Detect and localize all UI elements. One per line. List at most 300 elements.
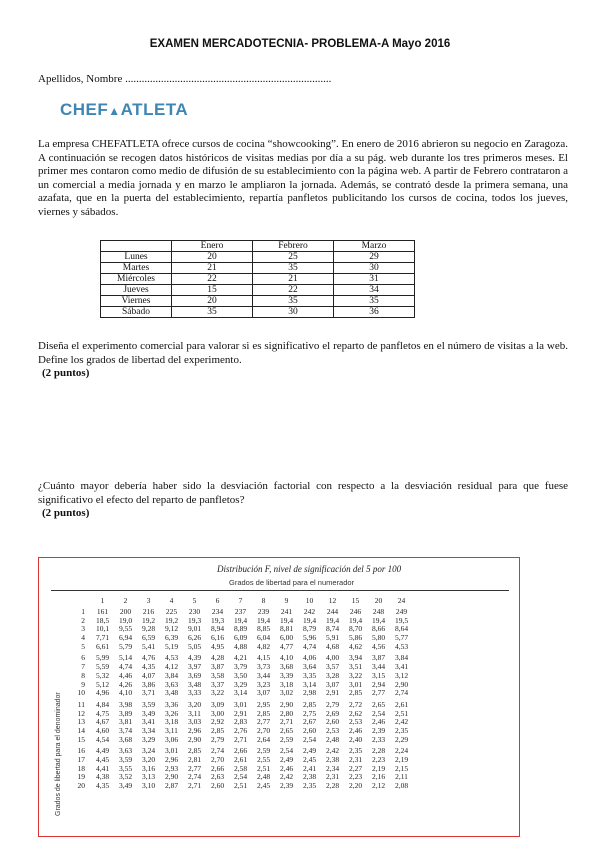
table-header-cell: Febrero (253, 241, 334, 252)
f-table-cell: 3,50 (233, 670, 248, 680)
value-cell: 35 (172, 307, 253, 318)
f-table-cell: 2,64 (256, 734, 271, 744)
f-table-cell: 2,79 (210, 734, 225, 744)
f-table-cell: 2,42 (279, 772, 294, 782)
f-table-cell: 4,49 (95, 746, 110, 756)
f-table-cell: 2,35 (394, 725, 409, 735)
f-table-cell: 4,74 (302, 641, 317, 651)
f-table-cell: 2,28 (371, 746, 386, 756)
f-table-cell: 244 (326, 607, 339, 616)
question-2-text: ¿Cuánto mayor debería haber sido la desviación factorial con respecto a la desviación residual para que fuese significativo el efecto del reparto de panfletos? (38, 480, 568, 506)
f-table-row-label: 7 (81, 662, 85, 672)
f-table-cell: 8,64 (394, 624, 409, 634)
f-table-cell: 2,80 (279, 708, 294, 718)
f-table-column-header: 9 (284, 596, 289, 605)
f-table-cell: 3,22 (348, 670, 363, 680)
page-title: EXAMEN MERCADOTECNIA- PROBLEMA-A Mayo 2016 (149, 38, 451, 50)
f-table-cell: 9,12 (164, 624, 179, 634)
f-table-cell: 2,20 (348, 781, 363, 791)
f-table-cell: 3,44 (371, 662, 386, 672)
f-table-cell: 9,55 (118, 624, 133, 634)
f-table-cell: 248 (372, 607, 385, 616)
f-table-cell: 2,46 (371, 717, 386, 727)
f-table-column-header: 8 (261, 596, 266, 605)
f-table-row-label: 18 (77, 763, 85, 773)
f-table-cell: 4,12 (164, 662, 179, 672)
f-table-cell: 2,79 (325, 699, 340, 709)
f-table-cell: 3,00 (210, 708, 225, 718)
f-table-cell: 3,59 (118, 755, 133, 764)
f-table-cell: 3,23 (256, 679, 271, 689)
table-header-cell: Enero (172, 241, 253, 252)
name-field-line: Apellidos, Nombre ........................................................................... (38, 73, 332, 85)
f-table-cell: 19,3 (187, 615, 202, 625)
f-table-row-label: 11 (77, 699, 85, 709)
f-table-cell: 4,74 (118, 662, 133, 672)
f-table-row-label: 12 (77, 708, 85, 718)
f-table-cell: 3,13 (141, 772, 156, 782)
f-table-cell: 225 (165, 607, 178, 616)
f-table-cell: 3,49 (118, 781, 133, 791)
table-header-cell: Marzo (334, 241, 415, 252)
f-table-cell: 242 (303, 607, 316, 616)
f-table-cell: 237 (234, 607, 247, 616)
f-table-cell: 4,56 (371, 641, 386, 651)
f-table-column-header: 3 (146, 596, 151, 605)
f-table-cell: 3,36 (164, 699, 179, 709)
f-table-cell: 2,49 (279, 755, 294, 764)
f-table-cell: 2,39 (371, 725, 386, 735)
f-table-cell: 3,74 (118, 725, 133, 735)
f-table-cell: 4,62 (348, 641, 363, 651)
f-table-cell: 4,82 (256, 641, 271, 651)
f-table-cell: 2,70 (210, 755, 225, 764)
question-2 (38, 480, 568, 521)
f-table-cell: 2,94 (371, 679, 386, 689)
f-table-cell: 3,84 (394, 653, 409, 663)
f-table-cell: 2,54 (371, 708, 386, 718)
value-cell: 20 (172, 296, 253, 307)
f-table-cell: 3,59 (141, 699, 156, 709)
f-table-cell: 2,23 (348, 772, 363, 782)
f-table-cell: 2,38 (325, 755, 340, 764)
f-table-cell: 2,85 (256, 708, 271, 718)
f-table-cell: 2,45 (302, 755, 317, 764)
f-table-subtitle: Grados de libertad para el numerador (229, 578, 355, 587)
f-table-cell: 4,38 (95, 772, 110, 782)
f-table-cell: 2,23 (371, 755, 386, 764)
f-table-cell: 19,4 (256, 615, 271, 625)
value-cell: 29 (334, 252, 415, 263)
f-table-cell: 4,75 (95, 708, 110, 718)
f-table-row-label: 14 (77, 725, 85, 735)
f-table-cell: 4,46 (118, 670, 133, 680)
f-table-cell: 3,33 (187, 688, 202, 698)
f-table-cell: 3,09 (210, 699, 225, 709)
f-table-cell: 3,55 (118, 763, 133, 773)
f-table-cell: 4,68 (325, 641, 340, 651)
f-table-cell: 19,4 (279, 615, 294, 625)
f-table-cell: 2,53 (348, 717, 363, 727)
f-table-divider (51, 590, 509, 591)
f-table-cell: 3,20 (187, 699, 202, 709)
f-table-cell: 19,4 (325, 615, 340, 625)
f-table-cell: 3,16 (141, 763, 156, 773)
f-table-cell: 3,29 (141, 734, 156, 744)
f-table-cell: 2,54 (279, 746, 294, 756)
f-table-cell: 249 (395, 607, 408, 616)
value-cell: 30 (334, 263, 415, 274)
question-2-points: (2 puntos) (42, 507, 90, 519)
f-table-cell: 19,5 (394, 615, 409, 625)
f-table-row (69, 782, 413, 791)
f-table-cell: 2,41 (302, 763, 317, 773)
f-table-cell: 2,31 (325, 772, 340, 782)
f-table-cell: 2,51 (256, 763, 271, 773)
table-row (101, 307, 415, 318)
f-table-cell: 19,4 (348, 615, 363, 625)
day-cell: Sábado (101, 307, 172, 318)
f-table-cell: 2,72 (348, 699, 363, 709)
f-table-cell: 2,85 (210, 725, 225, 735)
f-table-cell: 3,06 (164, 734, 179, 744)
f-table-row-label: 4 (81, 633, 85, 643)
f-table-cell: 2,54 (233, 772, 248, 782)
f-table-cell: 2,24 (394, 746, 409, 756)
f-table-cell: 2,46 (348, 725, 363, 735)
f-table-cell: 4,35 (95, 781, 110, 791)
f-table-row-label: 15 (77, 734, 85, 744)
f-table-cell: 19,4 (233, 615, 248, 625)
f-table-cell: 2,59 (279, 734, 294, 744)
f-table-cell: 4,54 (95, 734, 110, 744)
f-table-cell: 18,5 (95, 615, 110, 625)
value-cell: 35 (253, 296, 334, 307)
f-table-cell: 3,86 (141, 679, 156, 689)
f-table-cell: 2,77 (371, 688, 386, 698)
f-table-cell: 4,39 (187, 653, 202, 663)
f-table-cell: 2,55 (256, 755, 271, 764)
f-table-cell: 19,2 (164, 615, 179, 625)
f-table-cell: 2,49 (302, 746, 317, 756)
f-table-cell: 3,15 (371, 670, 386, 680)
f-table-cell: 3,18 (164, 717, 179, 727)
chef-hat-icon: ▲ (108, 104, 121, 118)
f-table-cell: 3,84 (164, 670, 179, 680)
day-cell: Viernes (101, 296, 172, 307)
f-table-cell: 8,70 (348, 624, 363, 634)
f-table-cell: 3,37 (210, 679, 225, 689)
f-table-cell: 3,58 (210, 670, 225, 680)
f-table-cell: 8,81 (279, 624, 294, 634)
value-cell: 35 (334, 296, 415, 307)
f-table-row-label: 10 (77, 688, 85, 698)
f-table-cell: 2,69 (325, 708, 340, 718)
f-table-cell: 3,64 (302, 662, 317, 672)
f-table-column-header: 12 (328, 596, 337, 605)
f-table-cell: 4,53 (394, 641, 409, 651)
f-table-cell: 2,66 (210, 763, 225, 773)
f-table-cell: 2,61 (394, 699, 409, 709)
table-header-row (101, 241, 415, 252)
f-table-cell: 5,12 (95, 679, 110, 689)
f-table-cell: 3,22 (210, 688, 225, 698)
f-table-cell: 2,48 (325, 734, 340, 744)
f-table-cell: 2,54 (302, 734, 317, 744)
f-table-cell: 2,31 (348, 755, 363, 764)
f-table-cell: 9,01 (187, 624, 202, 634)
f-table-cell: 4,60 (95, 725, 110, 735)
f-table-cell: 2,51 (394, 708, 409, 718)
f-table-cell: 2,98 (302, 688, 317, 698)
f-table-cell: 5,32 (95, 670, 110, 680)
f-table-row-label: 8 (81, 670, 85, 680)
f-table-cell: 6,94 (118, 633, 133, 643)
f-table-cell: 2,48 (256, 772, 271, 782)
f-table-cell: 3,24 (141, 746, 156, 756)
f-table-cell: 2,65 (279, 725, 294, 735)
f-table-cell: 6,61 (95, 641, 110, 651)
f-table-cell: 5,91 (325, 633, 340, 643)
f-table-cell: 3,14 (233, 688, 248, 698)
f-table-cell: 3,12 (394, 670, 409, 680)
f-table-row-label: 9 (81, 679, 85, 689)
f-table-cell: 2,71 (233, 734, 248, 744)
f-table-cell: 2,19 (371, 763, 386, 773)
f-table-column-header: 24 (397, 596, 406, 605)
f-table-cell: 3,01 (233, 699, 248, 709)
value-cell: 22 (253, 285, 334, 296)
f-table-cell: 2,16 (371, 772, 386, 782)
f-table-cell: 3,34 (141, 725, 156, 735)
f-table-cell: 2,95 (256, 699, 271, 709)
intro-paragraph: La empresa CHEFATLETA ofrece cursos de cocina “showcooking”. En enero de 2016 abrieron su negocio en Zaragoza. A continuación se recogen datos históricos de visitas medias por día a su pág. web durante los tres primeros meses. El primer mes contaron como medio de difusión de su establecimiento con la página web. A partir de Febrero contrataron a un comercial a media jornada y en marzo le ampliaron la jornada. Además, se contrató desde la primera semana, una azafata, que en la puerta del establecimiento, repartía panfletos publicitando los cursos de cocina, todos los jueves, viernes y sábados. (38, 138, 568, 218)
f-table-cell: 5,19 (164, 641, 179, 651)
f-table-cell: 2,71 (187, 781, 202, 791)
f-table-cell: 8,85 (256, 624, 271, 634)
f-table-cell: 19,4 (371, 615, 386, 625)
f-table-cell: 19,3 (210, 615, 225, 625)
f-table-cell: 2,74 (210, 746, 225, 756)
day-cell: Martes (101, 263, 172, 274)
f-table-cell: 5,59 (95, 662, 110, 672)
f-table-cell: 2,85 (187, 746, 202, 756)
f-table-cell: 2,96 (164, 755, 179, 764)
f-table-cell: 3,97 (187, 662, 202, 672)
f-table-column-header: 5 (192, 596, 197, 605)
f-table-cell: 3,63 (118, 746, 133, 756)
f-table-cell: 2,40 (348, 734, 363, 744)
f-table-row (69, 736, 413, 745)
table-row (101, 274, 415, 285)
f-table-cell: 3,63 (164, 679, 179, 689)
f-table-row-label: 17 (77, 755, 85, 764)
f-table-cell: 2,90 (394, 679, 409, 689)
value-cell: 21 (253, 274, 334, 285)
f-table-cell: 3,98 (118, 699, 133, 709)
f-table-cell: 2,90 (164, 772, 179, 782)
f-table-cell: 2,58 (233, 763, 248, 773)
f-table-cell: 2,51 (233, 781, 248, 791)
f-table-cell: 6,00 (279, 633, 294, 643)
f-table-cell: 2,19 (394, 755, 409, 764)
f-table-cell: 3,03 (187, 717, 202, 727)
f-table-row-label: 1 (81, 607, 85, 616)
f-table-cell: 2,74 (187, 772, 202, 782)
f-table-row-label: 16 (77, 746, 85, 756)
logo-text-left: CHEF (60, 100, 109, 119)
f-table-cell: 4,84 (95, 699, 110, 709)
f-table-cell: 2,45 (256, 781, 271, 791)
f-table-cell: 4,76 (141, 653, 156, 663)
value-cell: 30 (253, 307, 334, 318)
f-table-cell: 4,00 (325, 653, 340, 663)
f-table-cell: 4,10 (118, 688, 133, 698)
f-table-cell: 8,66 (371, 624, 386, 634)
f-table-cell: 2,08 (394, 781, 409, 791)
f-table-cell: 2,53 (325, 725, 340, 735)
table-row (101, 263, 415, 274)
f-table-row-label: 3 (81, 624, 85, 634)
value-cell: 31 (334, 274, 415, 285)
f-table-cell: 2,87 (164, 781, 179, 791)
f-table-cell: 6,04 (256, 633, 271, 643)
f-table-cell: 3,07 (256, 688, 271, 698)
f-table-title: Distribución F, nivel de significación del 5 por 100 (217, 564, 402, 574)
f-table-cell: 10,1 (95, 624, 110, 634)
table-row (101, 252, 415, 263)
f-table-row (69, 643, 413, 652)
f-table-cell: 3,11 (165, 725, 178, 735)
f-table-cell: 3,68 (118, 734, 133, 744)
f-table-cell: 4,26 (118, 679, 133, 689)
question-1 (38, 340, 568, 381)
f-table-cell: 246 (349, 607, 362, 616)
f-table-cell: 3,02 (279, 688, 294, 698)
f-table-header-row (69, 594, 413, 608)
f-table-cell: 3,94 (348, 653, 363, 663)
f-table-cell: 2,83 (233, 717, 248, 727)
f-table-cell: 2,90 (279, 699, 294, 709)
f-table-cell: 3,87 (371, 653, 386, 663)
value-cell: 21 (172, 263, 253, 274)
f-table-cell: 2,15 (394, 763, 409, 773)
f-table-column-header: 2 (123, 596, 128, 605)
f-table-cell: 3,41 (394, 662, 409, 672)
f-table-cell: 19,0 (118, 615, 133, 625)
table-row (101, 296, 415, 307)
f-table-cell: 9,28 (141, 624, 156, 634)
f-table-cell: 3,81 (118, 717, 133, 727)
f-table-cell: 2,38 (302, 772, 317, 782)
f-table-cell: 216 (142, 607, 155, 616)
f-table-row (69, 689, 413, 698)
f-table-cell: 2,35 (302, 781, 317, 791)
f-table-cell: 4,95 (210, 641, 225, 651)
f-table-cell: 2,90 (187, 734, 202, 744)
f-table-cell: 2,96 (187, 725, 202, 735)
f-table-cell: 3,20 (141, 755, 156, 764)
f-table-cell: 2,27 (348, 763, 363, 773)
f-table-cell: 3,14 (302, 679, 317, 689)
f-table-cell: 2,67 (302, 717, 317, 727)
table-row (101, 285, 415, 296)
f-table-cell: 2,29 (394, 734, 409, 744)
f-table-cell: 2,77 (187, 763, 202, 773)
f-table-cell: 2,93 (164, 763, 179, 773)
f-table-cell: 6,39 (164, 633, 179, 643)
f-table-cell: 3,52 (118, 772, 133, 782)
f-table-cell: 3,68 (279, 662, 294, 672)
f-table-cell: 230 (188, 607, 201, 616)
f-table-cell: 4,07 (141, 670, 156, 680)
f-distribution-table-image (38, 557, 520, 837)
f-table-cell: 2,70 (256, 725, 271, 735)
f-table-cell: 234 (211, 607, 224, 616)
f-table-cell: 2,59 (256, 746, 271, 756)
chefatleta-logo (60, 100, 188, 120)
f-table-cell: 4,53 (164, 653, 179, 663)
f-table-cell: 3,57 (325, 662, 340, 672)
f-table-cell: 4,21 (233, 653, 248, 663)
f-table-cell: 2,60 (325, 717, 340, 727)
f-table-cell: 2,62 (348, 708, 363, 718)
f-table-cell: 8,79 (302, 624, 317, 634)
question-1-points: (2 puntos) (42, 367, 90, 379)
value-cell: 34 (334, 285, 415, 296)
f-table-cell: 19,2 (141, 615, 156, 625)
f-table-cell: 3,48 (187, 679, 202, 689)
f-table-cell: 4,96 (95, 688, 110, 698)
f-table-cell: 2,39 (279, 781, 294, 791)
f-table-cell: 6,09 (233, 633, 248, 643)
f-table-cell: 6,26 (187, 633, 202, 643)
day-cell: Miércoles (101, 274, 172, 285)
value-cell: 36 (334, 307, 415, 318)
f-table-column-header: 4 (169, 596, 174, 605)
f-table-cell: 3,51 (348, 662, 363, 672)
f-table-cell: 3,69 (187, 670, 202, 680)
visits-table (100, 240, 415, 318)
f-table-cell: 3,48 (164, 688, 179, 698)
f-table-cell: 2,65 (371, 699, 386, 709)
f-table-cell: 2,92 (210, 717, 225, 727)
table-header-cell (101, 241, 172, 252)
f-table-cell: 5,86 (348, 633, 363, 643)
f-table-cell: 5,05 (187, 641, 202, 651)
f-table-cell: 5,96 (302, 633, 317, 643)
f-table-cell: 8,94 (210, 624, 225, 634)
f-table-cell: 2,91 (233, 708, 248, 718)
f-table-cell: 2,85 (348, 688, 363, 698)
f-table-cell: 2,33 (371, 734, 386, 744)
f-table-cell: 2,63 (210, 772, 225, 782)
f-table-cell: 19,4 (302, 615, 317, 625)
f-table-cell: 3,01 (348, 679, 363, 689)
f-table-cell: 2,85 (302, 699, 317, 709)
f-table-grid (69, 594, 413, 791)
f-table-cell: 3,71 (141, 688, 156, 698)
f-table-cell: 2,61 (233, 755, 248, 764)
f-table-cell: 6,59 (141, 633, 156, 643)
value-cell: 35 (253, 263, 334, 274)
f-table-row-label: 2 (81, 615, 85, 625)
f-table-cell: 2,60 (302, 725, 317, 735)
f-table-cell: 4,45 (95, 755, 110, 764)
f-table-cell: 2,91 (325, 688, 340, 698)
f-table-cell: 3,26 (164, 708, 179, 718)
f-table-side-label: Grados de libertad para el denominador (55, 692, 62, 816)
